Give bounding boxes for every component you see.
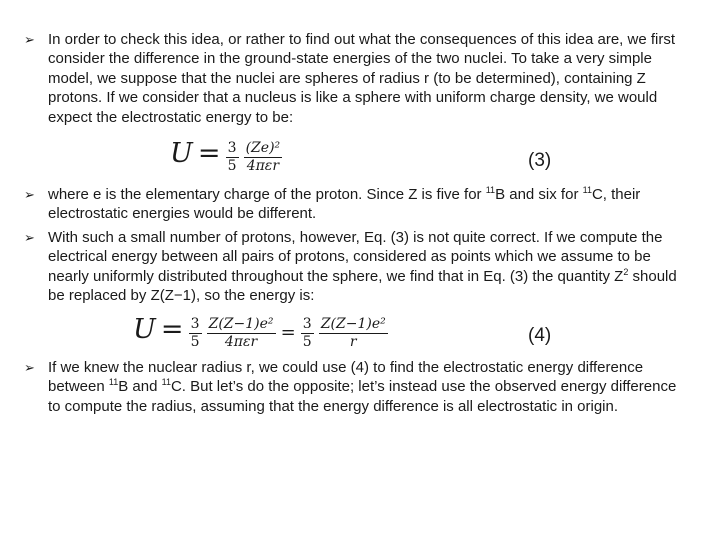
equation-4-label: (4) <box>528 325 552 346</box>
equation-3-coef-den: 5 <box>227 158 237 174</box>
equation-4-lhs: U <box>133 314 156 345</box>
bullet-3-text: With such a small number of protons, however, Eq. (3) is not quite correct. If we compute the electrical energy between all pairs of protons, considered as points which we assume to be nearly uniformly distributed throughout the sphere, we find that in Eq. (3) the quantity $Z^2$ should be replaced by Z(Z−1), so the energy is: <box>48 229 677 305</box>
bullet-2 <box>24 185 684 224</box>
arrow-bullet-icon: ➢ <box>24 230 35 245</box>
bullet-2-text: where e is the elementary charge of the proton. Since Z is five for $^{11}$B and six for $^{11}$C, their electrostatic energies would be different. <box>48 185 641 223</box>
equation-4-equals-2: = <box>280 322 296 343</box>
equation-4-equals: = <box>160 314 184 345</box>
equation-3-label: (3) <box>528 150 552 171</box>
arrow-bullet-icon: ➢ <box>24 187 35 202</box>
bullet-1 <box>24 30 684 127</box>
equation-4-fraction-1: $\frac{\text{Z(Z−1)e²}}{\text{4πεr}}$ <box>208 316 274 350</box>
equation-4-coefficient-2: $\frac{3}{5}$ <box>302 316 312 350</box>
equation-3-numerator: (Ze)² <box>245 140 281 156</box>
equation-4 <box>133 314 388 351</box>
equation-4-fraction-2: $\frac{\text{Z(Z−1)e²}}{r}$ <box>320 316 386 350</box>
equation-3 <box>170 138 282 175</box>
equation-3-fraction <box>244 140 283 175</box>
equation-3-equals: = <box>197 138 221 169</box>
equation-3-lhs: U <box>170 138 193 169</box>
arrow-bullet-icon: ➢ <box>24 360 35 375</box>
bullet-1-text: In order to check this idea, or rather to find out what the consequences of this idea are, we first consider the difference in the ground-state energies of the two nuclei. To take a very simple model, we suppose that the nuclei are spheres of radius r (to be determined), containing Z protons. If we consider that a nucleus is like a sphere with uniform charge density, we would expect the electrostatic energy to be: <box>48 31 676 126</box>
bullet-4 <box>24 358 684 416</box>
equation-3-coef-num: 3 <box>227 140 237 156</box>
equation-3-coefficient <box>226 140 239 175</box>
equation-4-coefficient: $\frac{3}{5}$ <box>190 316 200 350</box>
equation-3-denominator: 4πεr <box>246 158 280 174</box>
arrow-bullet-icon: ➢ <box>24 32 35 47</box>
bullet-4-text: If we knew the nuclear radius r, we could use (4) to find the electrostatic energy difference between $^{11}$B and $^{11}$C. But let’s do the opposite; let’s instead use the observed energy difference to compute the radius, assuming that the energy difference is all electrostatic in origin. <box>48 359 677 415</box>
bullet-3 <box>24 228 684 306</box>
